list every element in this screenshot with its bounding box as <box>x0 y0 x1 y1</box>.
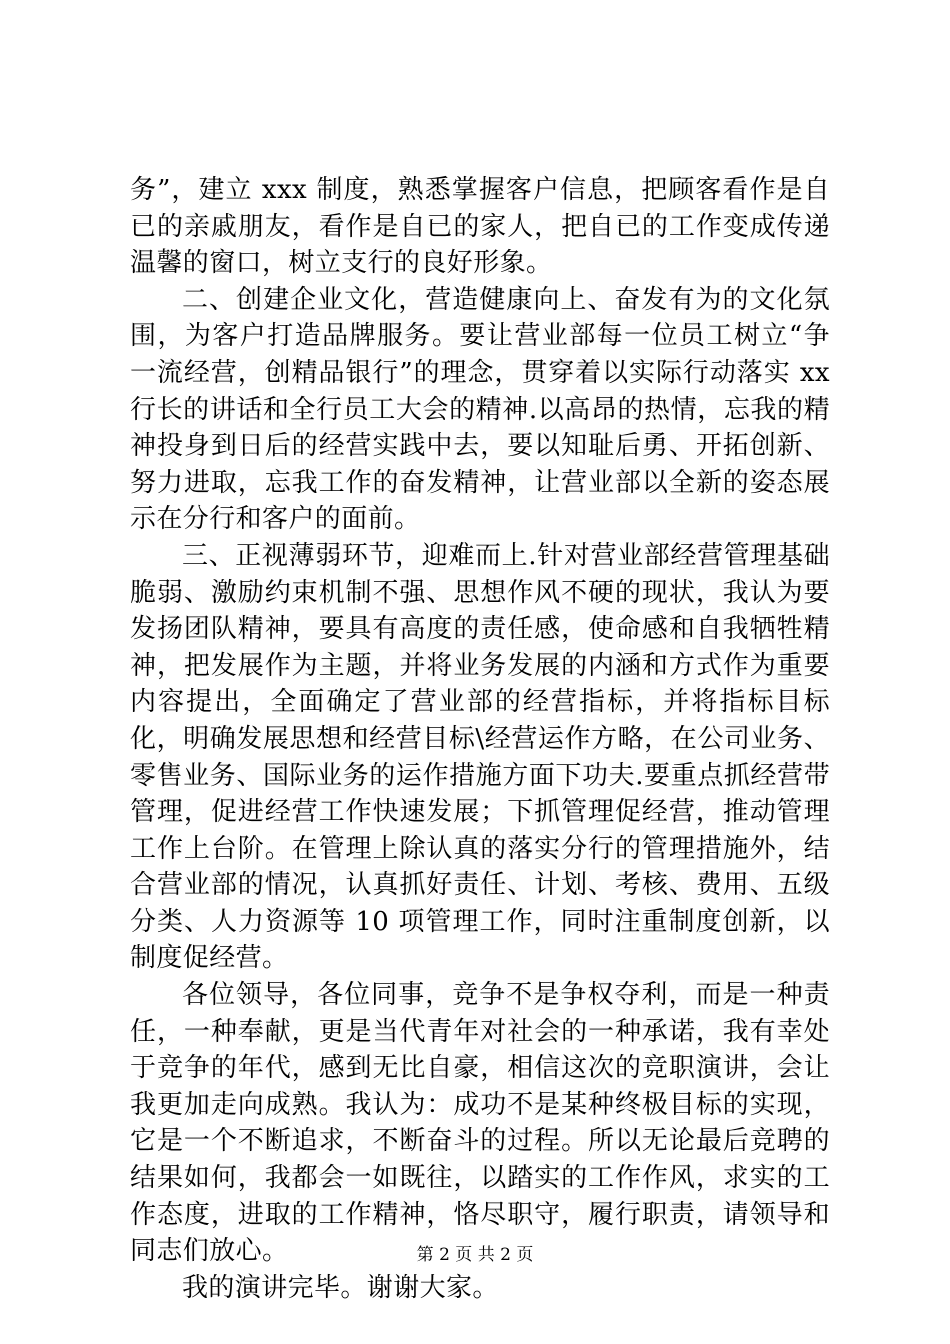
paragraph-2: 二、创建企业文化，营造健康向上、奋发有为的文化氛围，为客户打造品牌服务。要让营业部每一位员工树立“争一流经营，创精品银行”的理念，贯穿着以实际行动落实 xx 行长的讲话和全行员工大会的精神.以高昂的热情，忘我的精神投身到日后的经营实践中去，要以知耻后勇、开拓创新、努力进取，忘我工作的奋发精神，让营业部以全新的姿态展示在分行和客户的面前。 <box>130 284 830 535</box>
paragraph-4: 各位领导，各位同事，竞争不是争权夺利，而是一种责任，一种奉献，更是当代青年对社会的一种承诺，我有幸处于竞争的年代，感到无比自豪，相信这次的竞职演讲，会让我更加走向成熟。我认为：成功不是某种终极目标的实现，它是一个不断追求，不断奋斗的过程。所以无论最后竞聘的结果如何，我都会一如既往，以踏实的工作作风，求实的工作态度，进取的工作精神，恪尽职守，履行职责，请领导和同志们放心。 <box>130 980 830 1267</box>
page-footer: 第 2 页 共 2 页 <box>416 1245 534 1265</box>
paragraph-5: 我的演讲完毕。谢谢大家。 <box>182 1272 499 1303</box>
paragraph-3: 三、正视薄弱环节，迎难而上.针对营业部经营管理基础脆弱、激励约束机制不强、思想作风不硬的现状，我认为要发扬团队精神，要具有高度的责任感，使命感和自我牺牲精神，把发展作为主题，并将业务发展的内涵和方式作为重要内容提出，全面确定了营业部的经营指标，并将指标目标化，明确发展思想和经营目标\经营运作方略，在公司业务、零售业务、国际业务的运作措施方面下功夫.要重点抓经营带管理，促进经营工作快速发展；下抓管理促经营，推动管理工作上台阶。在管理上除认真的落实分行的管理措施外，结合营业部的情况，认真抓好责任、计划、考核、费用、五级分类、人力资源等 10 项管理工作，同时注重制度创新，以制度促经营。 <box>130 540 830 974</box>
document-body <box>130 172 830 1306</box>
paragraph-1: 务”，建立 xxx 制度，熟悉掌握客户信息，把顾客看作是自已的亲戚朋友，看作是自已的家人，把自已的工作变成传递温馨的窗口，树立支行的良好形象。 <box>130 175 830 279</box>
